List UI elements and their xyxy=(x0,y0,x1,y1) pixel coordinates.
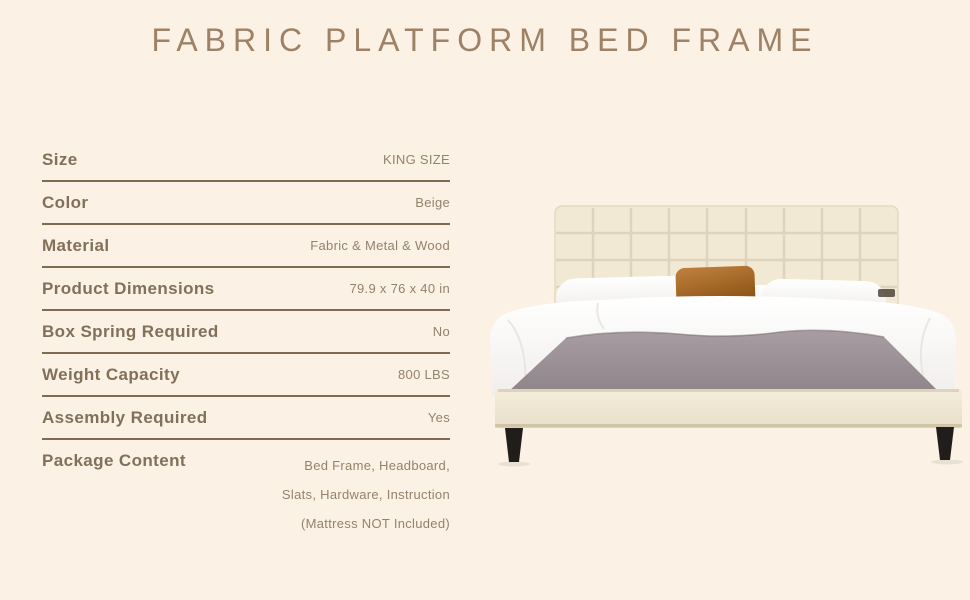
spec-label: Color xyxy=(42,192,89,212)
spec-value-line: (Mattress NOT Included) xyxy=(301,516,450,531)
spec-value: Beige xyxy=(415,195,450,210)
spec-label: Box Spring Required xyxy=(42,321,219,341)
leg-shadow-left xyxy=(498,462,530,467)
spec-label: Material xyxy=(42,235,110,255)
spec-label: Package Content xyxy=(42,451,186,470)
spec-row-color xyxy=(42,182,450,225)
spec-label: Size xyxy=(42,149,78,169)
bed-illustration xyxy=(478,190,968,480)
spec-label: Assembly Required xyxy=(42,407,208,427)
spec-label: Product Dimensions xyxy=(42,278,215,298)
spec-row-material xyxy=(42,225,450,268)
spec-value-multiline xyxy=(282,451,450,538)
spec-row-box-spring-required xyxy=(42,311,450,354)
spec-row-package-content xyxy=(42,440,450,538)
rail-top-shadow xyxy=(498,389,959,392)
product-photo-bed xyxy=(478,190,968,480)
spec-row-size xyxy=(42,139,450,182)
spec-value: 800 LBS xyxy=(398,367,450,382)
spec-row-product-dimensions xyxy=(42,268,450,311)
spec-value: 79.9 x 76 x 40 in xyxy=(349,281,450,296)
spec-value: Fabric & Metal & Wood xyxy=(310,238,450,253)
spec-value-line: Bed Frame, Headboard, xyxy=(304,458,450,473)
rail-bottom-edge xyxy=(495,424,962,428)
leg-shadow-right xyxy=(931,460,963,465)
spec-row-assembly-required xyxy=(42,397,450,440)
spec-value-line: Slats, Hardware, Instruction xyxy=(281,487,450,502)
bed-leg-right xyxy=(936,427,954,460)
page-title: FABRIC PLATFORM BED FRAME xyxy=(151,22,819,58)
spec-value: Yes xyxy=(427,410,450,425)
fitted-sheet xyxy=(508,330,938,393)
bed-rail xyxy=(495,389,962,428)
spec-row-weight-capacity xyxy=(42,354,450,397)
spec-table xyxy=(42,139,450,538)
spec-value: KING SIZE xyxy=(383,152,450,167)
headboard-bracket xyxy=(878,289,895,297)
bed-leg-left xyxy=(505,428,523,462)
spec-value: No xyxy=(432,324,450,339)
spec-label: Weight Capacity xyxy=(42,364,180,384)
